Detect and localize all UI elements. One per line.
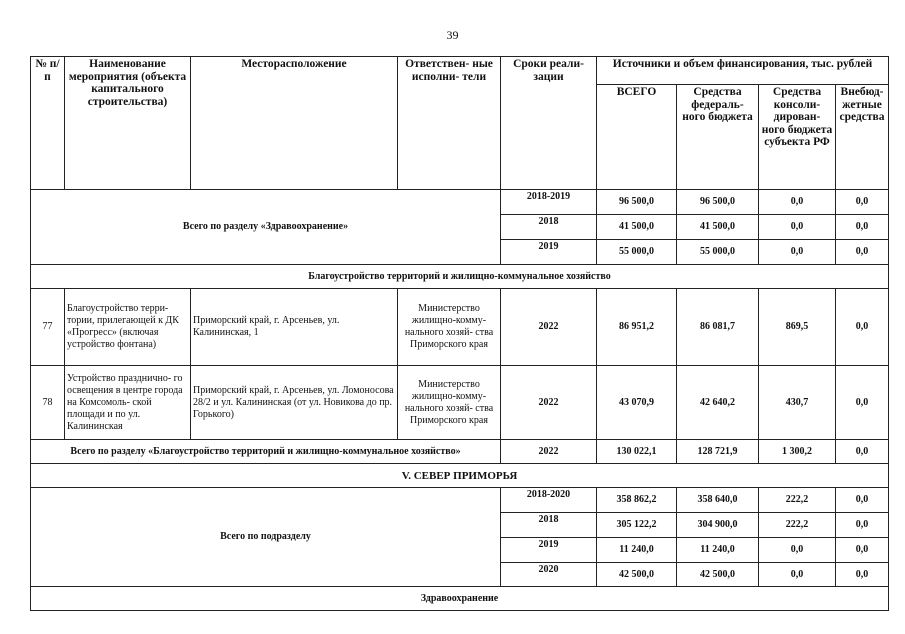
federal-cell: 96 500,0: [677, 190, 759, 215]
year-cell: 2020: [501, 563, 597, 587]
col-header-consolidated: Средства консоли- дирован- ного бюджета субъекта РФ: [759, 85, 836, 190]
federal-cell: 358 640,0: [677, 488, 759, 513]
table-row: [31, 488, 889, 513]
year-cell: 2018: [501, 513, 597, 538]
page-number: 39: [446, 28, 459, 42]
consolidated-cell: 869,5: [759, 289, 836, 366]
col-header-name: Наименование мероприятия (объекта капитального строительства): [65, 57, 191, 190]
extra-cell: 0,0: [836, 190, 889, 215]
total-cell: 358 862,2: [597, 488, 677, 513]
consolidated-cell: 0,0: [759, 538, 836, 563]
table-row: [31, 440, 889, 464]
year-cell: 2019: [501, 538, 597, 563]
total-cell: 11 240,0: [597, 538, 677, 563]
col-header-responsible: Ответствен- ные исполни- тели: [398, 57, 501, 190]
consolidated-cell: 0,0: [759, 563, 836, 587]
consolidated-cell: 0,0: [759, 215, 836, 240]
total-cell: 43 070,9: [597, 366, 677, 440]
item-number: 77: [31, 289, 65, 366]
health-total-label: Всего по разделу «Здравоохранение»: [31, 190, 501, 265]
extra-cell: 0,0: [836, 215, 889, 240]
year-cell: 2018-2020: [501, 488, 597, 513]
col-header-location: Месторасположение: [191, 57, 398, 190]
item-responsible: Министерство жилищно-комму- нального хозяй- ства Приморского края: [398, 289, 501, 366]
col-header-sources: Источники и объем финансирования, тыс. рублей: [597, 57, 889, 85]
extra-cell: 0,0: [836, 488, 889, 513]
consolidated-cell: 222,2: [759, 513, 836, 538]
extra-cell: 0,0: [836, 538, 889, 563]
section-row: [31, 587, 889, 611]
extra-cell: 0,0: [836, 240, 889, 265]
col-header-extra: Внебюд- жетные средства: [836, 85, 889, 190]
year-cell: 2018: [501, 215, 597, 240]
total-cell: 130 022,1: [597, 440, 677, 464]
section-improvement-title: Благоустройство территорий и жилищно-коммунальное хозяйство: [31, 265, 889, 289]
table-row: [31, 366, 889, 440]
extra-cell: 0,0: [836, 440, 889, 464]
federal-cell: 11 240,0: [677, 538, 759, 563]
col-header-total: ВСЕГО: [597, 85, 677, 190]
extra-cell: 0,0: [836, 289, 889, 366]
federal-cell: 304 900,0: [677, 513, 759, 538]
year-cell: 2019: [501, 240, 597, 265]
federal-cell: 128 721,9: [677, 440, 759, 464]
federal-cell: 41 500,0: [677, 215, 759, 240]
total-cell: 96 500,0: [597, 190, 677, 215]
item-name: Устройство празднично- го освещения в центре города на Комсомоль- ской площади и по ул. Калининская: [65, 366, 191, 440]
item-responsible: Министерство жилищно-комму- нального хозяй- ства Приморского края: [398, 366, 501, 440]
subsection-total-label: Всего по подразделу: [31, 488, 501, 587]
extra-cell: 0,0: [836, 366, 889, 440]
federal-cell: 55 000,0: [677, 240, 759, 265]
consolidated-cell: 222,2: [759, 488, 836, 513]
extra-cell: 0,0: [836, 563, 889, 587]
item-location: Приморский край, г. Арсеньев, ул. Калининская, 1: [191, 289, 398, 366]
section-row: [31, 265, 889, 289]
improvement-total-label: Всего по разделу «Благоустройство территорий и жилищно-коммунальное хозяйство»: [31, 440, 501, 464]
consolidated-cell: 430,7: [759, 366, 836, 440]
col-header-federal: Средства федераль- ного бюджета: [677, 85, 759, 190]
header-row: [31, 57, 889, 85]
item-number: 78: [31, 366, 65, 440]
total-cell: 55 000,0: [597, 240, 677, 265]
consolidated-cell: 0,0: [759, 240, 836, 265]
section-row: [31, 464, 889, 488]
section-health-title: Здравоохранение: [31, 587, 889, 611]
year-cell: 2022: [501, 289, 597, 366]
col-header-terms: Сроки реали- зации: [501, 57, 597, 190]
federal-cell: 42 500,0: [677, 563, 759, 587]
total-cell: 41 500,0: [597, 215, 677, 240]
financing-table: [30, 56, 889, 611]
year-cell: 2022: [501, 440, 597, 464]
table-row: [31, 289, 889, 366]
table-row: [31, 190, 889, 215]
year-cell: 2022: [501, 366, 597, 440]
col-header-num: № п/ п: [31, 57, 65, 190]
consolidated-cell: 1 300,2: [759, 440, 836, 464]
section-north-title: V. СЕВЕР ПРИМОРЬЯ: [31, 464, 889, 488]
total-cell: 42 500,0: [597, 563, 677, 587]
federal-cell: 42 640,2: [677, 366, 759, 440]
total-cell: 305 122,2: [597, 513, 677, 538]
extra-cell: 0,0: [836, 513, 889, 538]
year-cell: 2018-2019: [501, 190, 597, 215]
item-location: Приморский край, г. Арсеньев, ул. Ломоносова 28/2 и ул. Калининская (от ул. Новикова до пр. Горького): [191, 366, 398, 440]
item-name: Благоустройство терри- тории, прилегающей к ДК «Прогресс» (включая устройство фонтана): [65, 289, 191, 366]
consolidated-cell: 0,0: [759, 190, 836, 215]
federal-cell: 86 081,7: [677, 289, 759, 366]
total-cell: 86 951,2: [597, 289, 677, 366]
